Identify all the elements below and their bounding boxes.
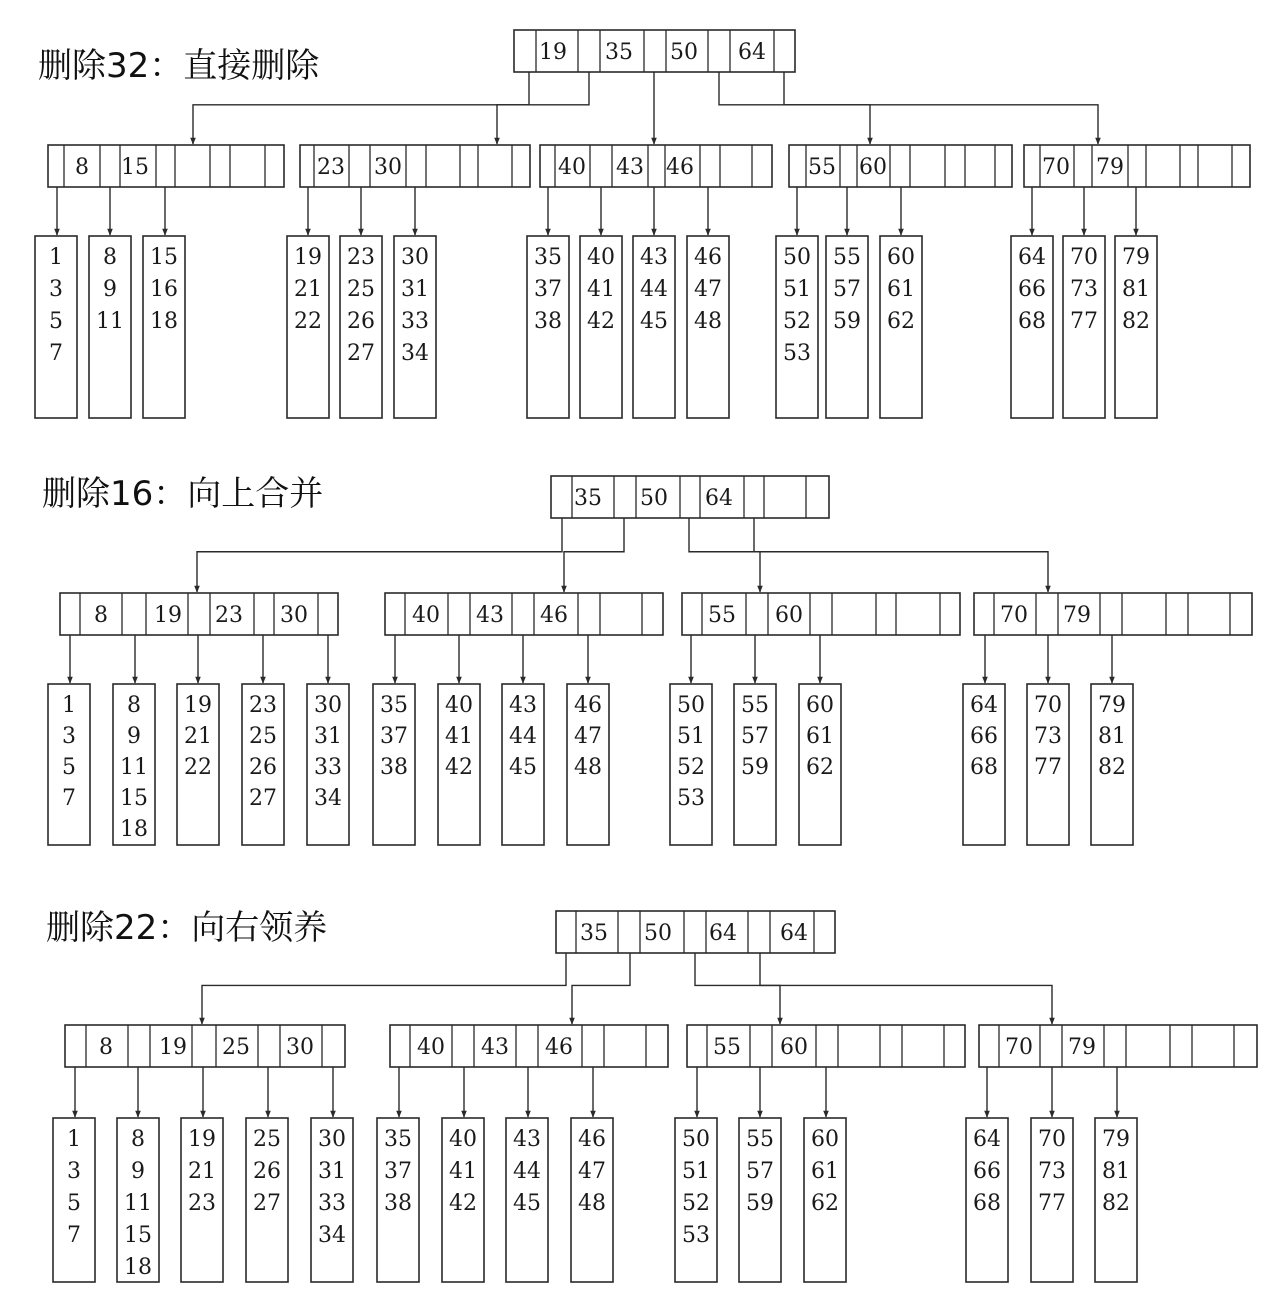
leaf-key: 77	[1070, 309, 1098, 334]
root-node-key: 64	[709, 921, 737, 946]
leaf-key: 46	[694, 245, 722, 270]
leaf-key: 34	[401, 341, 429, 366]
internal-node	[390, 1025, 668, 1067]
root-node-key: 35	[574, 486, 602, 511]
leaf-key: 59	[833, 309, 861, 334]
leaf-node	[1063, 187, 1105, 418]
internal-node-key: 40	[412, 603, 440, 628]
root-pointer-arrow	[689, 518, 760, 592]
internal-node-key: 70	[1000, 603, 1028, 628]
internal-node-key: 40	[558, 155, 586, 180]
leaf-key: 15	[124, 1223, 152, 1248]
internal-node	[687, 1025, 965, 1067]
leaf-key: 61	[811, 1159, 839, 1184]
internal-node	[48, 145, 284, 187]
internal-node-key: 30	[280, 603, 308, 628]
leaf-key: 35	[534, 245, 562, 270]
leaf-key: 73	[1070, 277, 1098, 302]
leaf-key: 61	[887, 277, 915, 302]
leaf-key: 53	[677, 786, 705, 811]
leaf-node	[506, 1067, 548, 1282]
leaf-key: 82	[1102, 1191, 1130, 1216]
leaf-key: 7	[49, 341, 63, 366]
leaf-node	[53, 1067, 95, 1282]
leaf-key: 33	[318, 1191, 346, 1216]
leaf-key: 8	[127, 693, 141, 718]
leaf-key: 50	[783, 245, 811, 270]
leaf-key: 26	[249, 755, 277, 780]
leaf-key: 33	[314, 755, 342, 780]
leaf-key: 31	[314, 724, 342, 749]
leaf-key: 26	[347, 309, 375, 334]
leaf-node	[35, 187, 77, 418]
leaf-key: 19	[184, 693, 212, 718]
leaf-key: 22	[184, 755, 212, 780]
leaf-key: 51	[783, 277, 811, 302]
leaf-key: 40	[445, 693, 473, 718]
internal-node-key: 43	[481, 1035, 509, 1060]
leaf-key: 41	[587, 277, 615, 302]
leaf-key: 82	[1098, 755, 1126, 780]
leaf-key: 43	[509, 693, 537, 718]
leaf-key: 40	[587, 245, 615, 270]
leaf-key: 3	[49, 277, 63, 302]
internal-node-key: 55	[713, 1035, 741, 1060]
leaf-key: 48	[694, 309, 722, 334]
leaf-key: 59	[741, 755, 769, 780]
root-pointer-arrow	[193, 72, 529, 144]
leaf-key: 47	[578, 1159, 606, 1184]
leaf-node	[113, 635, 155, 845]
leaf-key: 68	[970, 755, 998, 780]
internal-node-key: 55	[708, 603, 736, 628]
leaf-key: 8	[103, 245, 117, 270]
leaf-key: 7	[67, 1223, 81, 1248]
internal-node	[979, 1025, 1257, 1067]
root-pointer-arrow	[197, 518, 562, 592]
root-node-key: 50	[670, 40, 698, 65]
leaf-node	[307, 635, 349, 845]
leaf-key: 11	[96, 309, 124, 334]
leaf-key: 73	[1038, 1159, 1066, 1184]
leaf-key: 9	[103, 277, 117, 302]
leaf-node	[340, 187, 382, 418]
leaf-key: 38	[534, 309, 562, 334]
leaf-key: 1	[67, 1127, 81, 1152]
leaf-key: 44	[509, 724, 537, 749]
internal-node-key: 55	[808, 155, 836, 180]
leaf-key: 77	[1038, 1191, 1066, 1216]
internal-node-key: 79	[1063, 603, 1091, 628]
internal-node-key: 25	[222, 1035, 250, 1060]
leaf-key: 47	[694, 277, 722, 302]
root-node-key: 64	[780, 921, 808, 946]
leaf-node	[527, 187, 569, 418]
root-node-key: 35	[580, 921, 608, 946]
leaf-key: 70	[1034, 693, 1062, 718]
leaf-key: 43	[640, 245, 668, 270]
leaf-node	[670, 635, 712, 845]
leaf-key: 50	[682, 1127, 710, 1152]
leaf-key: 81	[1098, 724, 1126, 749]
root-pointer-arrow	[572, 953, 630, 1024]
tree-section-1	[35, 30, 1250, 418]
leaf-key: 41	[449, 1159, 477, 1184]
leaf-key: 34	[314, 786, 342, 811]
leaf-key: 21	[184, 724, 212, 749]
leaf-key: 70	[1038, 1127, 1066, 1152]
internal-node-key: 46	[666, 155, 694, 180]
leaf-key: 42	[445, 755, 473, 780]
leaf-key: 64	[1018, 245, 1046, 270]
leaf-key: 19	[294, 245, 322, 270]
leaf-key: 46	[574, 693, 602, 718]
leaf-key: 38	[380, 755, 408, 780]
root-node	[514, 30, 795, 72]
leaf-key: 15	[120, 786, 148, 811]
leaf-key: 45	[640, 309, 668, 334]
leaf-key: 70	[1070, 245, 1098, 270]
leaf-key: 9	[127, 724, 141, 749]
leaf-node	[48, 635, 90, 845]
leaf-key: 43	[513, 1127, 541, 1152]
leaf-key: 53	[783, 341, 811, 366]
leaf-key: 37	[384, 1159, 412, 1184]
internal-node-key: 60	[859, 155, 887, 180]
internal-node	[60, 593, 338, 635]
internal-node	[300, 145, 530, 187]
leaf-key: 48	[574, 755, 602, 780]
root-pointer-arrow	[497, 72, 589, 144]
leaf-key: 57	[746, 1159, 774, 1184]
leaf-node	[739, 1067, 781, 1282]
leaf-key: 52	[783, 309, 811, 334]
leaf-key: 7	[62, 786, 76, 811]
internal-node-key: 8	[75, 155, 89, 180]
leaf-key: 30	[401, 245, 429, 270]
leaf-key: 11	[120, 755, 148, 780]
leaf-key: 15	[150, 245, 178, 270]
leaf-node	[567, 635, 609, 845]
leaf-node	[502, 635, 544, 845]
section-3-title: 删除22：向右领养	[46, 908, 328, 948]
leaf-key: 21	[188, 1159, 216, 1184]
leaf-node	[1095, 1067, 1137, 1282]
leaf-node	[776, 187, 818, 418]
leaf-key: 8	[131, 1127, 145, 1152]
leaf-key: 11	[124, 1191, 152, 1216]
leaf-node	[311, 1067, 353, 1282]
leaf-key: 5	[49, 309, 63, 334]
leaf-key: 30	[314, 693, 342, 718]
root-node-key: 64	[705, 486, 733, 511]
leaf-node	[1115, 187, 1157, 418]
root-node	[556, 911, 835, 953]
section-1-title: 删除32：直接删除	[38, 46, 320, 86]
internal-node-key: 30	[374, 155, 402, 180]
root-node	[551, 476, 829, 518]
root-node-key: 35	[605, 40, 633, 65]
leaf-key: 27	[249, 786, 277, 811]
leaf-key: 53	[682, 1223, 710, 1248]
leaf-key: 55	[741, 693, 769, 718]
internal-node-key: 60	[780, 1035, 808, 1060]
leaf-key: 82	[1122, 309, 1150, 334]
leaf-key: 42	[587, 309, 615, 334]
leaf-key: 26	[253, 1159, 281, 1184]
root-pointer-arrow	[695, 953, 780, 1024]
internal-node-key: 40	[417, 1035, 445, 1060]
internal-node	[682, 593, 960, 635]
leaf-node	[966, 1067, 1008, 1282]
leaf-key: 45	[513, 1191, 541, 1216]
leaf-node	[880, 187, 922, 418]
leaf-key: 30	[318, 1127, 346, 1152]
leaf-key: 52	[682, 1191, 710, 1216]
root-pointer-arrow	[784, 72, 1098, 144]
leaf-key: 57	[741, 724, 769, 749]
leaf-key: 66	[1018, 277, 1046, 302]
leaf-key: 38	[384, 1191, 412, 1216]
leaf-key: 22	[294, 309, 322, 334]
internal-node-key: 19	[159, 1035, 187, 1060]
leaf-node	[571, 1067, 613, 1282]
leaf-key: 16	[150, 277, 178, 302]
internal-node	[789, 145, 1012, 187]
leaf-key: 41	[445, 724, 473, 749]
leaf-key: 50	[677, 693, 705, 718]
leaf-key: 46	[578, 1127, 606, 1152]
internal-node-key: 23	[317, 155, 345, 180]
leaf-key: 62	[806, 755, 834, 780]
leaf-key: 79	[1122, 245, 1150, 270]
leaf-key: 81	[1102, 1159, 1130, 1184]
leaf-key: 81	[1122, 277, 1150, 302]
leaf-key: 23	[188, 1191, 216, 1216]
internal-node-key: 46	[545, 1035, 573, 1060]
leaf-node	[804, 1067, 846, 1282]
leaf-key: 23	[249, 693, 277, 718]
internal-node-key: 70	[1042, 155, 1070, 180]
leaf-key: 59	[746, 1191, 774, 1216]
leaf-key: 61	[806, 724, 834, 749]
leaf-key: 73	[1034, 724, 1062, 749]
leaf-key: 60	[887, 245, 915, 270]
leaf-key: 1	[49, 245, 63, 270]
leaf-node	[246, 1067, 288, 1282]
leaf-key: 77	[1034, 755, 1062, 780]
leaf-node	[687, 187, 729, 418]
leaf-key: 40	[449, 1127, 477, 1152]
leaf-node	[826, 187, 868, 418]
leaf-key: 31	[318, 1159, 346, 1184]
root-pointer-arrow	[202, 953, 566, 1024]
leaf-key: 45	[509, 755, 537, 780]
leaf-key: 35	[380, 693, 408, 718]
leaf-key: 66	[973, 1159, 1001, 1184]
leaf-key: 27	[347, 341, 375, 366]
tree-section-2	[48, 476, 1252, 845]
internal-node-key: 23	[215, 603, 243, 628]
internal-node	[385, 593, 663, 635]
leaf-node	[799, 635, 841, 845]
leaf-node	[143, 187, 185, 418]
leaf-node	[177, 635, 219, 845]
leaf-key: 64	[973, 1127, 1001, 1152]
leaf-key: 64	[970, 693, 998, 718]
leaf-key: 25	[347, 277, 375, 302]
leaf-key: 18	[150, 309, 178, 334]
leaf-key: 34	[318, 1223, 346, 1248]
leaf-key: 62	[811, 1191, 839, 1216]
root-node-key: 64	[738, 40, 766, 65]
leaf-node	[394, 187, 436, 418]
internal-node	[540, 145, 772, 187]
leaf-node	[242, 635, 284, 845]
internal-node-key: 30	[286, 1035, 314, 1060]
leaf-key: 55	[833, 245, 861, 270]
internal-node-key: 19	[154, 603, 182, 628]
leaf-key: 48	[578, 1191, 606, 1216]
leaf-node	[1011, 187, 1053, 418]
leaf-node	[633, 187, 675, 418]
internal-node-key: 43	[616, 155, 644, 180]
leaf-key: 79	[1102, 1127, 1130, 1152]
leaf-node	[377, 1067, 419, 1282]
leaf-key: 55	[746, 1127, 774, 1152]
leaf-key: 3	[67, 1159, 81, 1184]
leaf-key: 51	[682, 1159, 710, 1184]
leaf-node	[373, 635, 415, 845]
leaf-key: 3	[62, 724, 76, 749]
leaf-key: 51	[677, 724, 705, 749]
root-node-key: 50	[640, 486, 668, 511]
root-node-key: 50	[644, 921, 672, 946]
leaf-key: 31	[401, 277, 429, 302]
leaf-key: 37	[380, 724, 408, 749]
root-pointer-arrow	[754, 518, 1048, 592]
leaf-key: 52	[677, 755, 705, 780]
leaf-key: 79	[1098, 693, 1126, 718]
leaf-node	[963, 635, 1005, 845]
leaf-node	[287, 187, 329, 418]
internal-node-key: 46	[540, 603, 568, 628]
leaf-node	[181, 1067, 223, 1282]
leaf-node	[442, 1067, 484, 1282]
leaf-key: 44	[640, 277, 668, 302]
leaf-key: 62	[887, 309, 915, 334]
leaf-key: 18	[120, 817, 148, 842]
leaf-key: 19	[188, 1127, 216, 1152]
leaf-node	[89, 187, 131, 418]
internal-node-key: 8	[94, 603, 108, 628]
leaf-key: 68	[1018, 309, 1046, 334]
leaf-node	[580, 187, 622, 418]
leaf-key: 21	[294, 277, 322, 302]
leaf-node	[1031, 1067, 1073, 1282]
leaf-node	[438, 635, 480, 845]
leaf-key: 37	[534, 277, 562, 302]
leaf-node	[1027, 635, 1069, 845]
internal-node	[65, 1025, 345, 1067]
tree-section-3	[53, 911, 1257, 1282]
leaf-key: 60	[811, 1127, 839, 1152]
leaf-key: 5	[67, 1191, 81, 1216]
internal-node-key: 15	[121, 155, 149, 180]
internal-node-key: 43	[476, 603, 504, 628]
leaf-node	[734, 635, 776, 845]
leaf-node	[1091, 635, 1133, 845]
leaf-key: 25	[249, 724, 277, 749]
leaf-key: 9	[131, 1159, 145, 1184]
internal-node-key: 79	[1096, 155, 1124, 180]
internal-node	[1024, 145, 1250, 187]
root-pointer-arrow	[719, 72, 870, 144]
leaf-node	[675, 1067, 717, 1282]
leaf-node	[117, 1067, 159, 1282]
leaf-key: 42	[449, 1191, 477, 1216]
leaf-key: 5	[62, 755, 76, 780]
leaf-key: 68	[973, 1191, 1001, 1216]
root-node-key: 19	[539, 40, 567, 65]
leaf-key: 60	[806, 693, 834, 718]
internal-node-key: 70	[1005, 1035, 1033, 1060]
root-pointer-arrow	[564, 518, 624, 592]
leaf-key: 35	[384, 1127, 412, 1152]
leaf-key: 66	[970, 724, 998, 749]
leaf-key: 18	[124, 1255, 152, 1280]
leaf-key: 57	[833, 277, 861, 302]
root-pointer-arrow	[760, 953, 1052, 1024]
leaf-key: 27	[253, 1191, 281, 1216]
internal-node-key: 8	[99, 1035, 113, 1060]
leaf-key: 47	[574, 724, 602, 749]
leaf-key: 23	[347, 245, 375, 270]
leaf-key: 25	[253, 1127, 281, 1152]
internal-node	[974, 593, 1252, 635]
internal-node-key: 79	[1068, 1035, 1096, 1060]
leaf-key: 44	[513, 1159, 541, 1184]
leaf-key: 33	[401, 309, 429, 334]
section-2-title: 删除16：向上合并	[42, 474, 324, 514]
leaf-key: 1	[62, 693, 76, 718]
internal-node-key: 60	[775, 603, 803, 628]
